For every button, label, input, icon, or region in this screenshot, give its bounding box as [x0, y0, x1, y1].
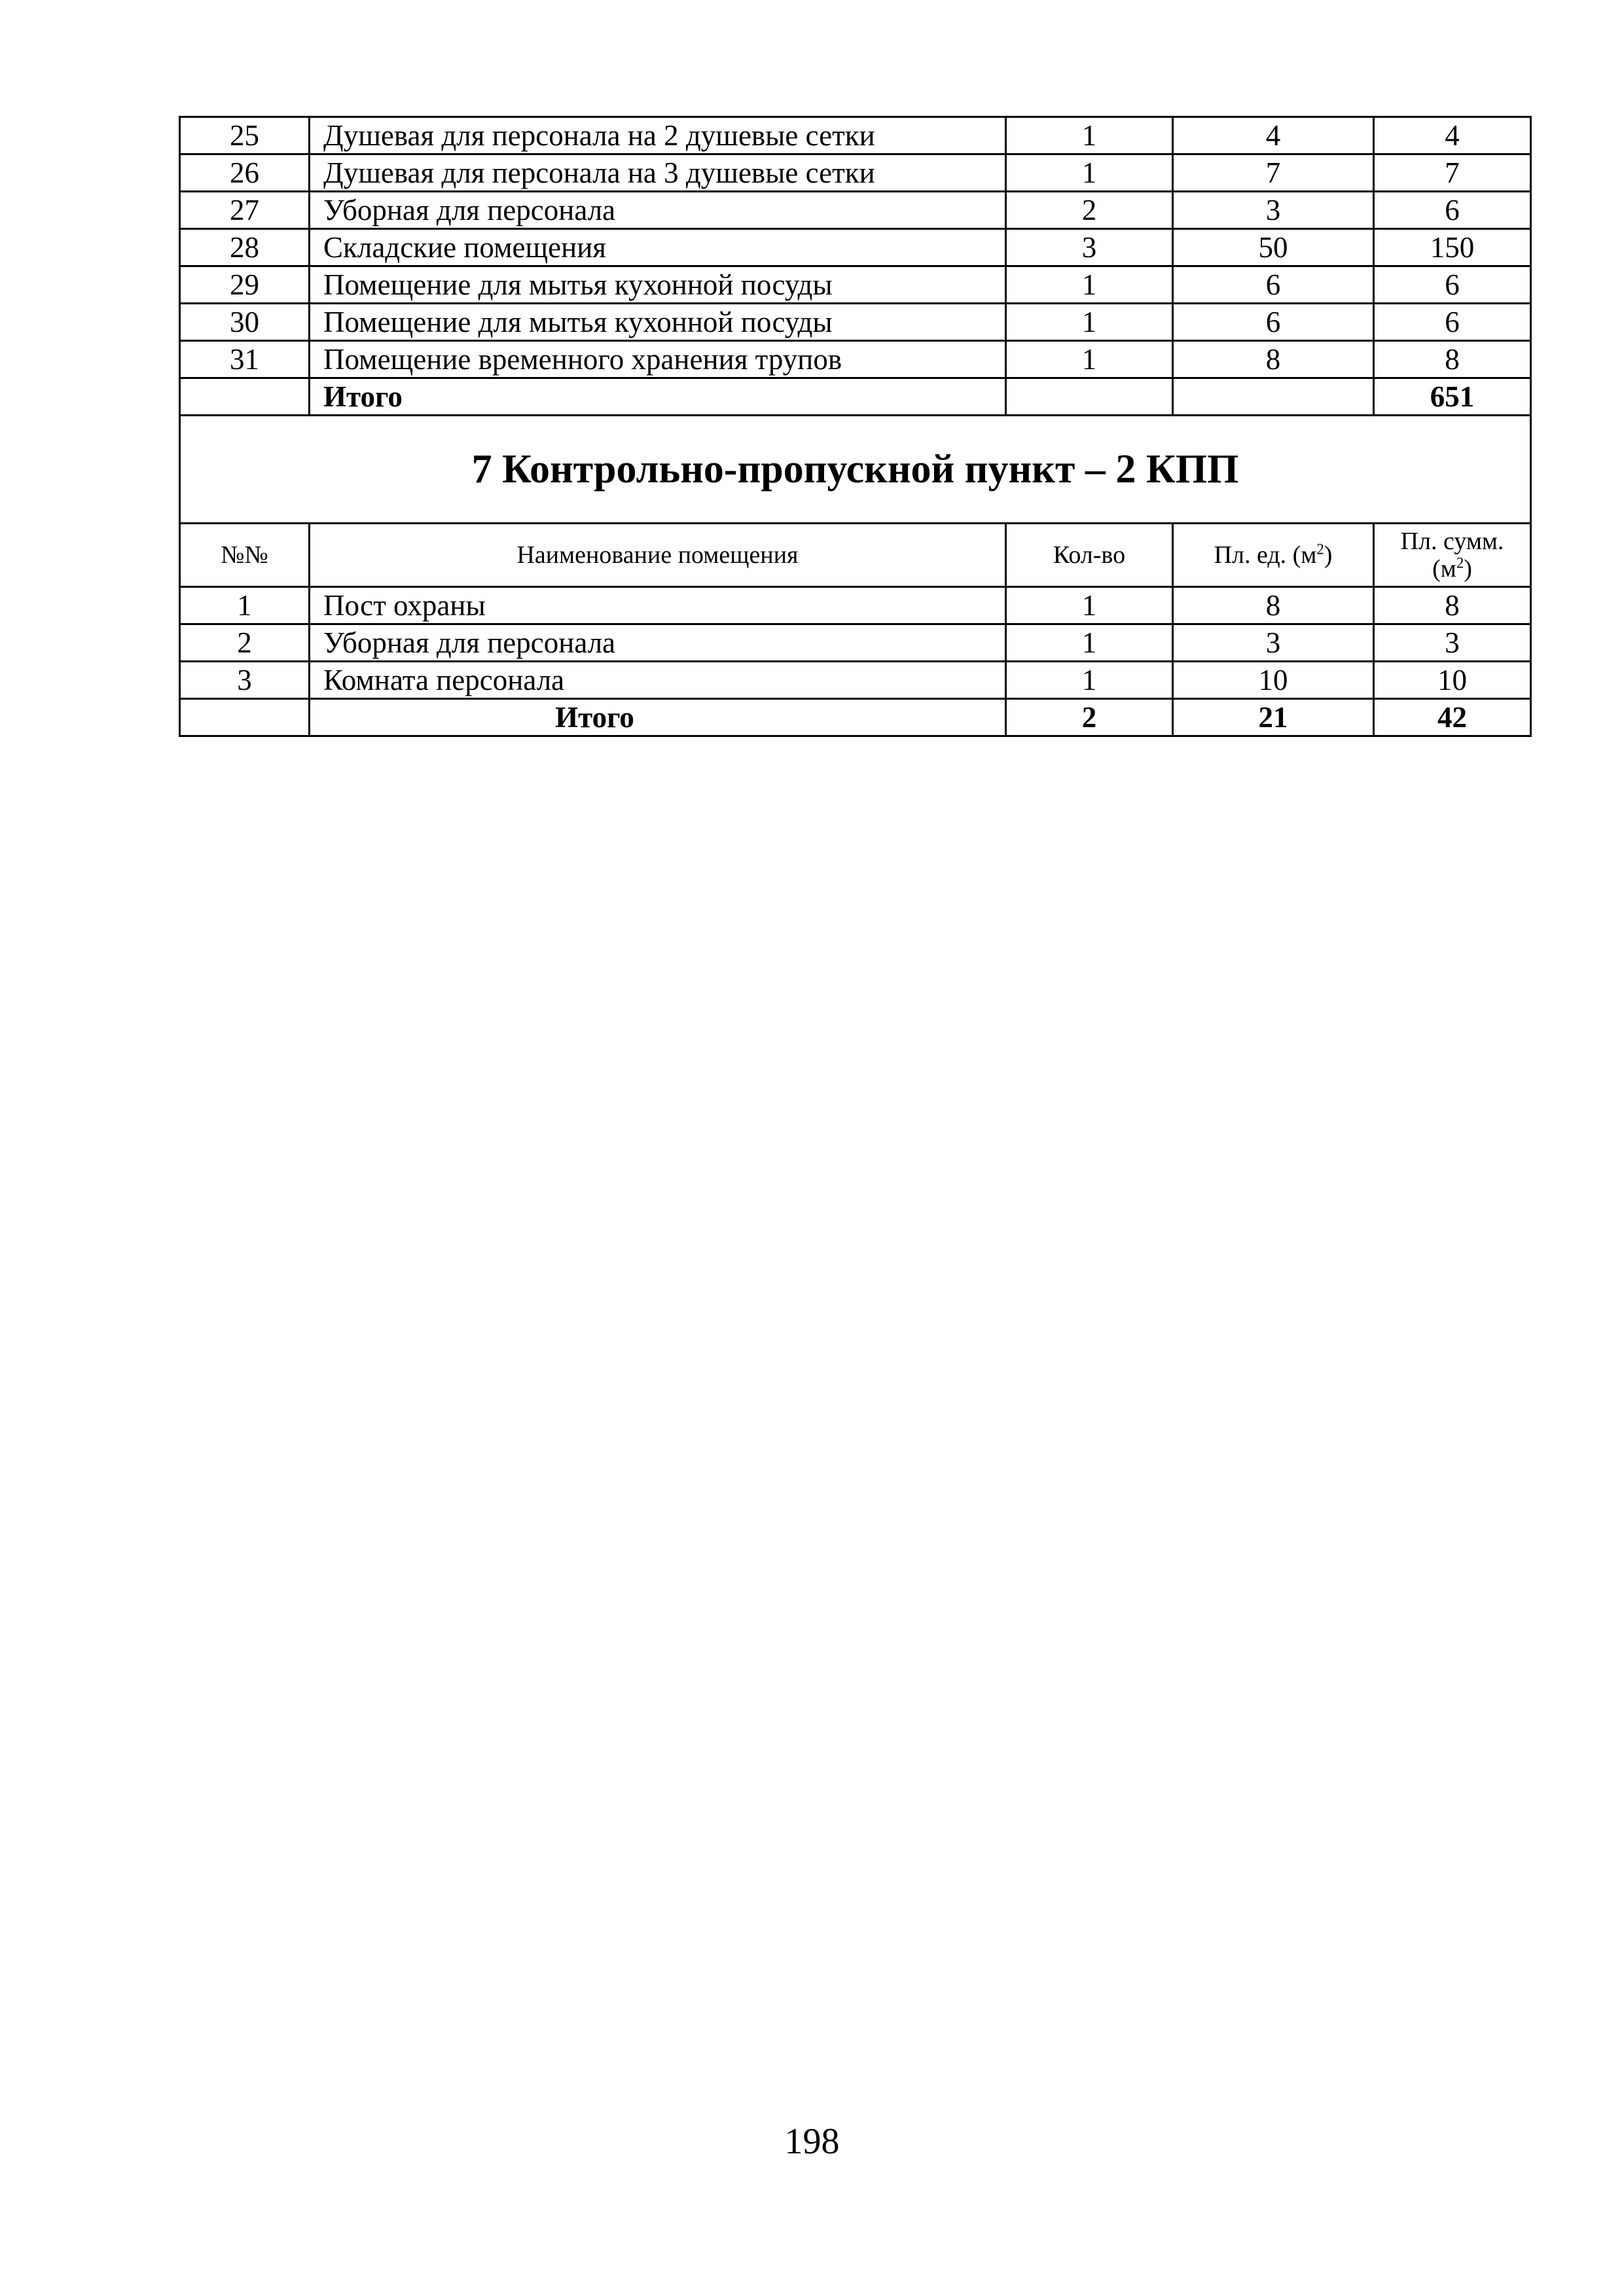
room-unit-area: 10 — [1173, 662, 1374, 699]
table-row — [180, 304, 1531, 341]
total-qty — [1006, 378, 1173, 416]
table-row — [180, 587, 1531, 624]
header-row — [180, 524, 1531, 587]
room-unit-area: 4 — [1173, 117, 1374, 154]
header-num: №№ — [180, 524, 310, 587]
room-qty: 3 — [1006, 229, 1173, 266]
total-row — [180, 699, 1531, 736]
header-unit-area-end: ) — [1324, 541, 1333, 569]
row-number: 31 — [180, 341, 310, 378]
room-total-area: 8 — [1374, 587, 1531, 624]
page-number: 198 — [784, 2121, 840, 2162]
row-number: 3 — [180, 662, 310, 699]
row-number: 30 — [180, 304, 310, 341]
room-qty: 1 — [1006, 154, 1173, 192]
room-name: Комната персонала — [310, 662, 1006, 699]
total-label: Итого — [310, 378, 1006, 416]
row-number: 26 — [180, 154, 310, 192]
table-row — [180, 341, 1531, 378]
room-total-area: 6 — [1374, 304, 1531, 341]
room-unit-area: 6 — [1173, 266, 1374, 304]
room-qty: 1 — [1006, 304, 1173, 341]
section-title: 7 Контрольно-пропускной пункт – 2 КПП — [180, 416, 1531, 524]
table-row — [180, 624, 1531, 662]
room-qty: 1 — [1006, 624, 1173, 662]
header-name: Наименование помещения — [310, 524, 1006, 587]
table-row — [180, 117, 1531, 154]
room-unit-area: 6 — [1173, 304, 1374, 341]
header-total-area-sup: 2 — [1456, 554, 1464, 571]
room-total-area: 6 — [1374, 266, 1531, 304]
header-unit-area-sup: 2 — [1316, 541, 1324, 558]
room-name: Уборная для персонала — [310, 624, 1006, 662]
room-qty: 1 — [1006, 341, 1173, 378]
room-qty: 1 — [1006, 266, 1173, 304]
room-total-area: 10 — [1374, 662, 1531, 699]
room-total-area: 3 — [1374, 624, 1531, 662]
room-total-area: 8 — [1374, 341, 1531, 378]
room-name: Помещение для мытья кухонной посуды — [310, 304, 1006, 341]
header-qty: Кол-во — [1006, 524, 1173, 587]
room-name: Помещение временного хранения трупов — [310, 341, 1006, 378]
table-row — [180, 662, 1531, 699]
room-unit-area: 50 — [1173, 229, 1374, 266]
table-row — [180, 154, 1531, 192]
room-name: Душевая для персонала на 3 душевые сетки — [310, 154, 1006, 192]
total-qty: 2 — [1006, 699, 1173, 736]
total-row — [180, 378, 1531, 416]
header-unit-area-text: Пл. ед. (м — [1214, 541, 1317, 569]
room-total-area: 150 — [1374, 229, 1531, 266]
room-qty: 1 — [1006, 587, 1173, 624]
room-unit-area: 3 — [1173, 192, 1374, 229]
row-number: 29 — [180, 266, 310, 304]
total-area-sum: 42 — [1374, 699, 1531, 736]
empty-cell — [180, 699, 310, 736]
row-number: 25 — [180, 117, 310, 154]
row-number: 27 — [180, 192, 310, 229]
total-label: Итого — [310, 699, 1006, 736]
header-unit-area — [1173, 524, 1374, 587]
header-total-area-text: Пл. сумм. — [1400, 528, 1504, 555]
room-name: Душевая для персонала на 2 душевые сетки — [310, 117, 1006, 154]
room-qty: 1 — [1006, 117, 1173, 154]
room-unit-area: 7 — [1173, 154, 1374, 192]
room-unit-area: 8 — [1173, 587, 1374, 624]
table-row — [180, 266, 1531, 304]
header-total-area — [1374, 524, 1531, 587]
table-row — [180, 192, 1531, 229]
row-number: 1 — [180, 587, 310, 624]
room-total-area: 6 — [1374, 192, 1531, 229]
header-total-area-end: ) — [1464, 555, 1472, 583]
room-qty: 2 — [1006, 192, 1173, 229]
row-number: 28 — [180, 229, 310, 266]
section-title-row — [180, 416, 1531, 524]
total-unit-area — [1173, 378, 1374, 416]
room-total-area: 4 — [1374, 117, 1531, 154]
header-total-area-line2: (м — [1432, 555, 1456, 583]
room-qty: 1 — [1006, 662, 1173, 699]
room-total-area: 7 — [1374, 154, 1531, 192]
room-name: Пост охраны — [310, 587, 1006, 624]
total-unit-area: 21 — [1173, 699, 1374, 736]
room-unit-area: 8 — [1173, 341, 1374, 378]
row-number: 2 — [180, 624, 310, 662]
room-name: Уборная для персонала — [310, 192, 1006, 229]
room-unit-area: 3 — [1173, 624, 1374, 662]
rooms-table — [179, 116, 1532, 737]
room-name: Складские помещения — [310, 229, 1006, 266]
empty-cell — [180, 378, 310, 416]
table-row — [180, 229, 1531, 266]
total-area-sum: 651 — [1374, 378, 1531, 416]
room-name: Помещение для мытья кухонной посуды — [310, 266, 1006, 304]
